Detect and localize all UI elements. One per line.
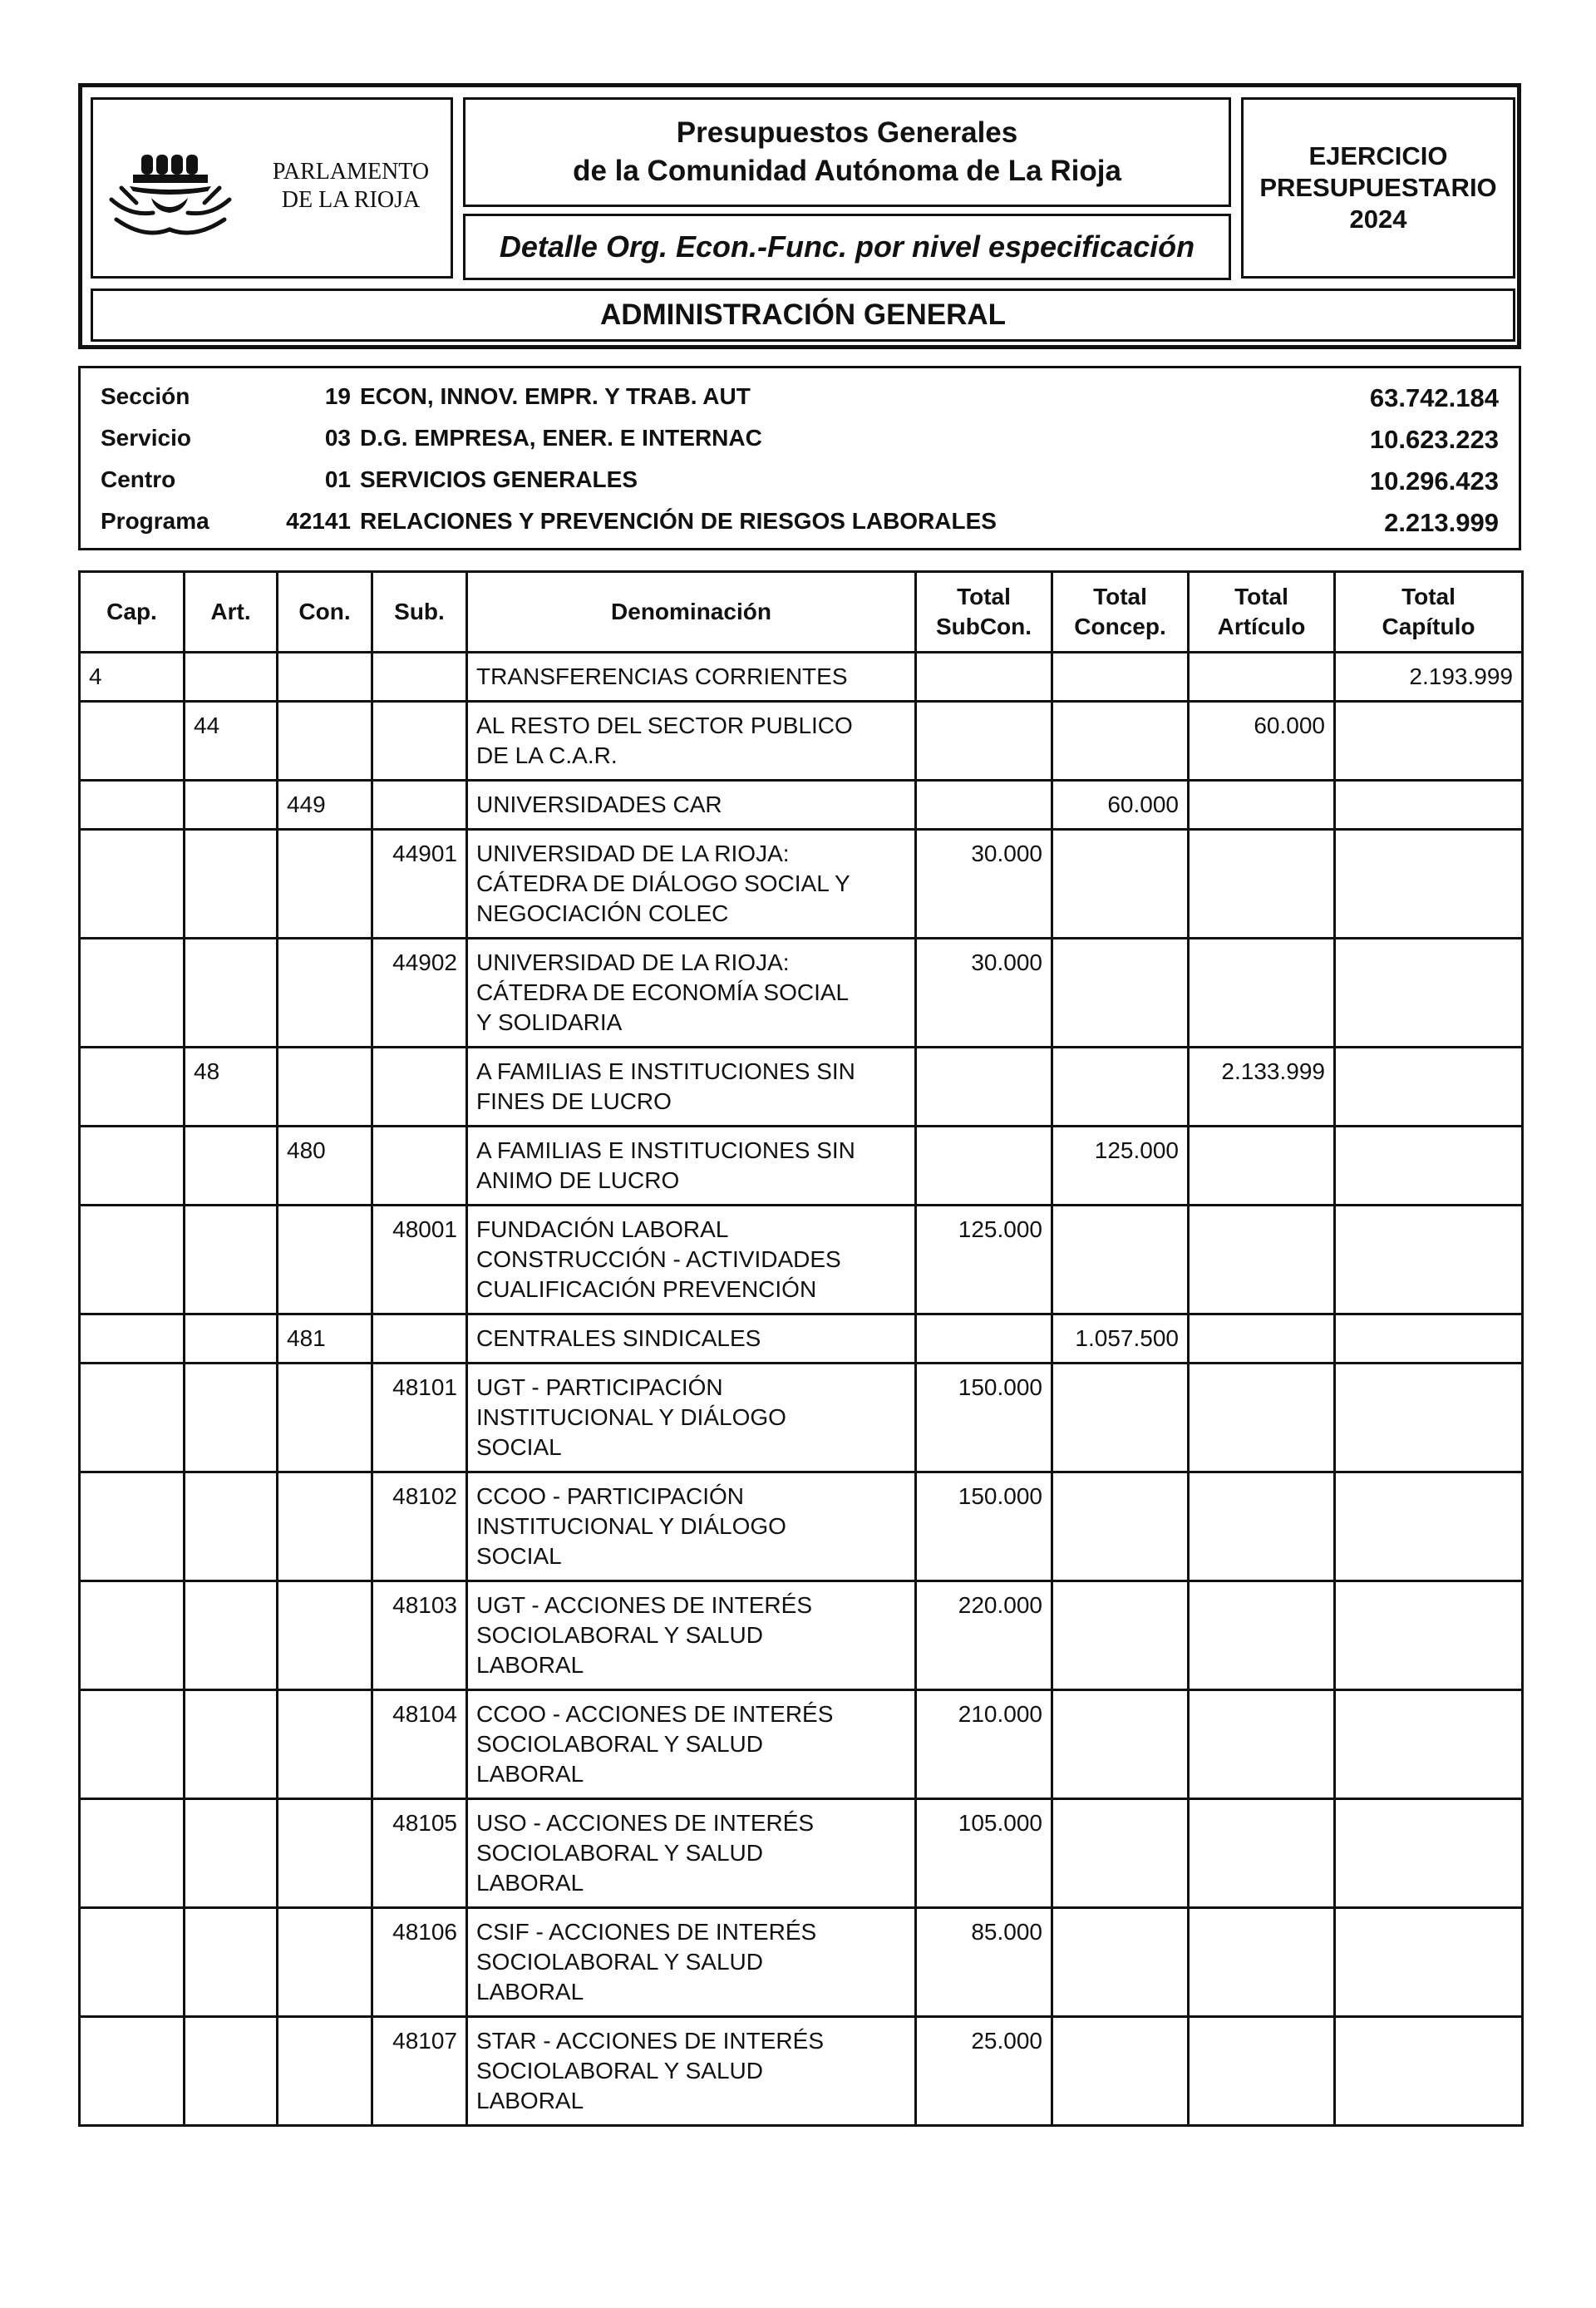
col-header-cap: Cap. (80, 572, 185, 653)
cell-art (185, 1364, 278, 1472)
cell-sub: 48103 (372, 1581, 467, 1690)
cell-total-articulo (1189, 1908, 1335, 2017)
table-row (80, 1206, 1523, 1314)
cell-total-subcon: 125.000 (916, 1206, 1052, 1314)
logo-block (91, 97, 453, 279)
cell-total-concep (1052, 939, 1189, 1048)
denominacion-line: LABORAL (476, 1870, 584, 1896)
cell-con (278, 1581, 372, 1690)
summary-code: 19 (324, 383, 351, 409)
cell-denominacion (467, 1690, 916, 1799)
cell-con: 449 (278, 781, 372, 830)
denominacion-line: AL RESTO DEL SECTOR PUBLICO (476, 713, 853, 738)
cell-total-concep (1052, 1690, 1189, 1799)
cell-total-articulo (1189, 1364, 1335, 1472)
cell-sub: 48106 (372, 1908, 467, 2017)
summary-name: ECON, INNOV. EMPR. Y TRAB. AUT (360, 383, 751, 409)
budget-detail-table (78, 570, 1524, 2127)
denominacion-line: TRANSFERENCIAS CORRIENTES (476, 663, 848, 689)
denominacion-line: INSTITUCIONAL Y DIÁLOGO (476, 1404, 786, 1430)
table-row (80, 1908, 1523, 2017)
section-banner (91, 288, 1515, 342)
cell-total-capitulo (1335, 1799, 1523, 1908)
table-row (80, 1364, 1523, 1472)
cell-total-capitulo (1335, 1690, 1523, 1799)
cell-denominacion (467, 1581, 916, 1690)
summary-code: 01 (324, 466, 351, 492)
cell-total-subcon (916, 1048, 1052, 1127)
summary-row-servicio (81, 417, 1519, 458)
cell-total-articulo: 60.000 (1189, 702, 1335, 781)
denominacion-line: NEGOCIACIÓN COLEC (476, 900, 729, 926)
denominacion-line: LABORAL (476, 1652, 584, 1678)
col-header-total-subcon (916, 572, 1052, 653)
cell-art (185, 1206, 278, 1314)
col-header-line: Total (1401, 584, 1456, 609)
cell-total-capitulo (1335, 1364, 1523, 1472)
document-header (78, 83, 1521, 349)
cell-total-capitulo (1335, 1581, 1523, 1690)
parliament-emblem-icon (105, 136, 268, 253)
summary-total: 63.742.184 (1369, 383, 1499, 412)
denominacion-line: UNIVERSIDAD DE LA RIOJA: (476, 949, 790, 975)
cell-total-subcon (916, 781, 1052, 830)
cell-total-articulo (1189, 653, 1335, 702)
denominacion-line: SOCIOLABORAL Y SALUD (476, 1731, 763, 1757)
table-row (80, 830, 1523, 939)
cell-denominacion (467, 939, 916, 1048)
cell-denominacion (467, 1127, 916, 1206)
cell-total-concep (1052, 1472, 1189, 1581)
cell-art (185, 1472, 278, 1581)
cell-cap (80, 1048, 185, 1127)
summary-code: 03 (324, 425, 351, 451)
denominacion-line: CÁTEDRA DE DIÁLOGO SOCIAL Y (476, 870, 850, 896)
denominacion-line: UGT - ACCIONES DE INTERÉS (476, 1592, 812, 1618)
cell-total-articulo (1189, 2017, 1335, 2126)
section-banner-text: ADMINISTRACIÓN GENERAL (599, 298, 1007, 331)
cell-total-capitulo (1335, 1206, 1523, 1314)
denominacion-line: LABORAL (476, 2088, 584, 2113)
cell-cap (80, 2017, 185, 2126)
cell-denominacion (467, 2017, 916, 2126)
denominacion-line: CENTRALES SINDICALES (476, 1325, 761, 1351)
cell-total-subcon: 210.000 (916, 1690, 1052, 1799)
col-header-con: Con. (278, 572, 372, 653)
cell-art (185, 653, 278, 702)
col-header-total-articulo (1189, 572, 1335, 653)
summary-total: 10.623.223 (1369, 425, 1499, 454)
org-name-line-2: DE LA RIOJA (281, 187, 421, 213)
denominacion-line: UNIVERSIDAD DE LA RIOJA: (476, 841, 790, 866)
table-row (80, 1127, 1523, 1206)
cell-total-subcon (916, 702, 1052, 781)
denominacion-line: A FAMILIAS E INSTITUCIONES SIN (476, 1058, 855, 1084)
cell-sub (372, 781, 467, 830)
cell-cap (80, 1206, 185, 1314)
table-row (80, 702, 1523, 781)
denominacion-line: CSIF - ACCIONES DE INTERÉS (476, 1919, 817, 1945)
cell-denominacion (467, 702, 916, 781)
cell-total-subcon: 85.000 (916, 1908, 1052, 2017)
fiscal-year-line-1: EJERCICIO (1308, 141, 1448, 170)
summary-row-seccion (81, 375, 1519, 417)
col-header-sub: Sub. (372, 572, 467, 653)
cell-total-subcon (916, 653, 1052, 702)
denominacion-line: FINES DE LUCRO (476, 1088, 672, 1114)
table-row (80, 2017, 1523, 2126)
cell-total-concep: 125.000 (1052, 1127, 1189, 1206)
cell-art: 44 (185, 702, 278, 781)
cell-sub: 44902 (372, 939, 467, 1048)
summary-name: SERVICIOS GENERALES (360, 466, 638, 492)
cell-total-capitulo (1335, 939, 1523, 1048)
cell-cap (80, 1581, 185, 1690)
summary-name: D.G. EMPRESA, ENER. E INTERNAC (360, 425, 762, 451)
col-header-total-capitulo (1335, 572, 1523, 653)
cell-cap (80, 1908, 185, 2017)
cell-total-articulo (1189, 1206, 1335, 1314)
cell-total-concep (1052, 1581, 1189, 1690)
cell-sub: 48104 (372, 1690, 467, 1799)
cell-art (185, 1908, 278, 2017)
col-header-line: Artículo (1217, 614, 1306, 639)
denominacion-line: FUNDACIÓN LABORAL (476, 1216, 729, 1242)
cell-total-capitulo (1335, 830, 1523, 939)
document-title-line-2: de la Comunidad Autónoma de La Rioja (573, 155, 1121, 187)
denominacion-line: A FAMILIAS E INSTITUCIONES SIN (476, 1137, 855, 1163)
fiscal-year-value: 2024 (1349, 205, 1407, 234)
cell-denominacion (467, 1908, 916, 2017)
cell-art (185, 830, 278, 939)
table-row (80, 781, 1523, 830)
table-row (80, 1799, 1523, 1908)
cell-con (278, 1799, 372, 1908)
cell-total-articulo (1189, 1690, 1335, 1799)
denominacion-line: CCOO - ACCIONES DE INTERÉS (476, 1701, 834, 1727)
cell-cap (80, 1472, 185, 1581)
cell-cap (80, 939, 185, 1048)
col-header-line: SubCon. (935, 614, 1032, 639)
cell-total-articulo (1189, 830, 1335, 939)
cell-con (278, 1206, 372, 1314)
cell-total-capitulo (1335, 1048, 1523, 1127)
cell-cap (80, 702, 185, 781)
cell-sub: 48105 (372, 1799, 467, 1908)
cell-cap (80, 781, 185, 830)
cell-total-concep (1052, 1206, 1189, 1314)
summary-label: Sección (101, 383, 190, 409)
denominacion-line: UGT - PARTICIPACIÓN (476, 1374, 723, 1400)
title-block (463, 97, 1231, 207)
cell-total-concep: 60.000 (1052, 781, 1189, 830)
denominacion-line: CUALIFICACIÓN PREVENCIÓN (476, 1276, 817, 1302)
denominacion-line: STAR - ACCIONES DE INTERÉS (476, 2028, 824, 2054)
cell-sub: 44901 (372, 830, 467, 939)
cell-total-concep (1052, 1908, 1189, 2017)
col-header-line: Total (1093, 584, 1147, 609)
table-row (80, 939, 1523, 1048)
cell-art: 48 (185, 1048, 278, 1127)
cell-denominacion (467, 653, 916, 702)
denominacion-line: INSTITUCIONAL Y DIÁLOGO (476, 1513, 786, 1539)
cell-con: 481 (278, 1314, 372, 1364)
cell-total-subcon (916, 1127, 1052, 1206)
document-subtitle: Detalle Org. Econ.-Func. por nivel especificación (499, 229, 1195, 264)
cell-total-concep (1052, 830, 1189, 939)
summary-label: Programa (101, 508, 209, 534)
cell-denominacion (467, 1799, 916, 1908)
col-header-line: Concep. (1074, 614, 1166, 639)
org-name-line-1: PARLAMENTO (272, 159, 430, 185)
subtitle-block (463, 214, 1231, 280)
cell-cap: 4 (80, 653, 185, 702)
cell-sub: 48001 (372, 1206, 467, 1314)
cell-total-subcon: 150.000 (916, 1472, 1052, 1581)
cell-con: 480 (278, 1127, 372, 1206)
cell-con (278, 653, 372, 702)
cell-art (185, 1690, 278, 1799)
col-header-line: Capítulo (1382, 614, 1475, 639)
cell-sub (372, 1314, 467, 1364)
denominacion-line: SOCIOLABORAL Y SALUD (476, 2058, 763, 2084)
cell-art (185, 2017, 278, 2126)
cell-denominacion (467, 830, 916, 939)
cell-total-articulo (1189, 1314, 1335, 1364)
cell-total-capitulo (1335, 1908, 1523, 2017)
table-row (80, 653, 1523, 702)
cell-total-articulo (1189, 1127, 1335, 1206)
table-row (80, 1690, 1523, 1799)
summary-label: Servicio (101, 425, 191, 451)
document-title-line-1: Presupuestos Generales (676, 116, 1018, 149)
cell-total-concep (1052, 1799, 1189, 1908)
cell-total-subcon: 150.000 (916, 1364, 1052, 1472)
denominacion-line: UNIVERSIDADES CAR (476, 792, 722, 817)
cell-sub (372, 702, 467, 781)
col-header-denominacion: Denominación (467, 572, 916, 653)
cell-total-articulo (1189, 781, 1335, 830)
cell-con (278, 1472, 372, 1581)
table-row (80, 1048, 1523, 1127)
cell-denominacion (467, 1314, 916, 1364)
cell-sub: 48101 (372, 1364, 467, 1472)
table-row (80, 1581, 1523, 1690)
cell-total-subcon (916, 1314, 1052, 1364)
cell-total-capitulo: 2.193.999 (1335, 653, 1523, 702)
denominacion-line: USO - ACCIONES DE INTERÉS (476, 1810, 815, 1836)
table-header-row (80, 572, 1523, 653)
cell-total-capitulo (1335, 781, 1523, 830)
denominacion-line: SOCIOLABORAL Y SALUD (476, 1622, 763, 1648)
denominacion-line: DE LA C.A.R. (476, 742, 618, 768)
cell-cap (80, 830, 185, 939)
cell-total-concep (1052, 2017, 1189, 2126)
budget-summary (78, 366, 1521, 550)
cell-sub (372, 653, 467, 702)
cell-sub: 48102 (372, 1472, 467, 1581)
cell-cap (80, 1314, 185, 1364)
cell-total-capitulo (1335, 702, 1523, 781)
cell-con (278, 1690, 372, 1799)
cell-art (185, 781, 278, 830)
summary-total: 10.296.423 (1369, 466, 1499, 496)
denominacion-line: LABORAL (476, 1761, 584, 1787)
cell-art (185, 939, 278, 1048)
cell-total-capitulo (1335, 1472, 1523, 1581)
denominacion-line: CÁTEDRA DE ECONOMÍA SOCIAL (476, 979, 850, 1005)
cell-con (278, 939, 372, 1048)
table-body (80, 653, 1523, 2126)
fiscal-year-block (1241, 97, 1515, 279)
cell-total-concep (1052, 1364, 1189, 1472)
cell-sub (372, 1127, 467, 1206)
cell-cap (80, 1127, 185, 1206)
cell-cap (80, 1799, 185, 1908)
cell-total-capitulo (1335, 2017, 1523, 2126)
col-header-line: Total (1234, 584, 1288, 609)
cell-total-articulo (1189, 1472, 1335, 1581)
cell-total-capitulo (1335, 1314, 1523, 1364)
cell-denominacion (467, 781, 916, 830)
denominacion-line: ANIMO DE LUCRO (476, 1167, 680, 1193)
denominacion-line: LABORAL (476, 1979, 584, 2005)
fiscal-year-line-2: PRESUPUESTARIO (1259, 173, 1497, 202)
cell-denominacion (467, 1048, 916, 1127)
cell-art (185, 1127, 278, 1206)
cell-cap (80, 1690, 185, 1799)
denominacion-line: SOCIOLABORAL Y SALUD (476, 1840, 763, 1866)
cell-denominacion (467, 1206, 916, 1314)
cell-con (278, 1048, 372, 1127)
denominacion-line: Y SOLIDARIA (476, 1009, 623, 1035)
cell-total-concep: 1.057.500 (1052, 1314, 1189, 1364)
cell-denominacion (467, 1364, 916, 1472)
cell-total-articulo (1189, 1581, 1335, 1690)
cell-con (278, 830, 372, 939)
denominacion-line: SOCIAL (476, 1543, 562, 1569)
cell-total-subcon: 30.000 (916, 830, 1052, 939)
denominacion-line: CONSTRUCCIÓN - ACTIVIDADES (476, 1246, 841, 1272)
cell-con (278, 702, 372, 781)
cell-sub: 48107 (372, 2017, 467, 2126)
summary-row-programa (81, 500, 1519, 541)
cell-denominacion (467, 1472, 916, 1581)
cell-con (278, 1908, 372, 2017)
summary-row-centro (81, 458, 1519, 500)
summary-name: RELACIONES Y PREVENCIÓN DE RIESGOS LABORALES (360, 508, 997, 534)
cell-sub (372, 1048, 467, 1127)
cell-con (278, 2017, 372, 2126)
table-row (80, 1314, 1523, 1364)
cell-con (278, 1364, 372, 1472)
cell-total-articulo (1189, 1799, 1335, 1908)
cell-art (185, 1314, 278, 1364)
table-row (80, 1472, 1523, 1581)
summary-code: 42141 (286, 508, 351, 534)
cell-total-concep (1052, 1048, 1189, 1127)
cell-art (185, 1581, 278, 1690)
cell-total-articulo: 2.133.999 (1189, 1048, 1335, 1127)
denominacion-line: CCOO - PARTICIPACIÓN (476, 1483, 745, 1509)
cell-total-concep (1052, 702, 1189, 781)
denominacion-line: SOCIAL (476, 1434, 562, 1460)
cell-total-subcon: 30.000 (916, 939, 1052, 1048)
col-header-line: Total (957, 584, 1011, 609)
cell-total-concep (1052, 653, 1189, 702)
cell-art (185, 1799, 278, 1908)
cell-total-subcon: 25.000 (916, 2017, 1052, 2126)
summary-total: 2.213.999 (1384, 508, 1499, 537)
cell-total-articulo (1189, 939, 1335, 1048)
col-header-art: Art. (185, 572, 278, 653)
cell-total-subcon: 105.000 (916, 1799, 1052, 1908)
summary-label: Centro (101, 466, 176, 492)
col-header-total-concep (1052, 572, 1189, 653)
cell-total-subcon: 220.000 (916, 1581, 1052, 1690)
denominacion-line: SOCIOLABORAL Y SALUD (476, 1949, 763, 1975)
cell-cap (80, 1364, 185, 1472)
cell-total-capitulo (1335, 1127, 1523, 1206)
